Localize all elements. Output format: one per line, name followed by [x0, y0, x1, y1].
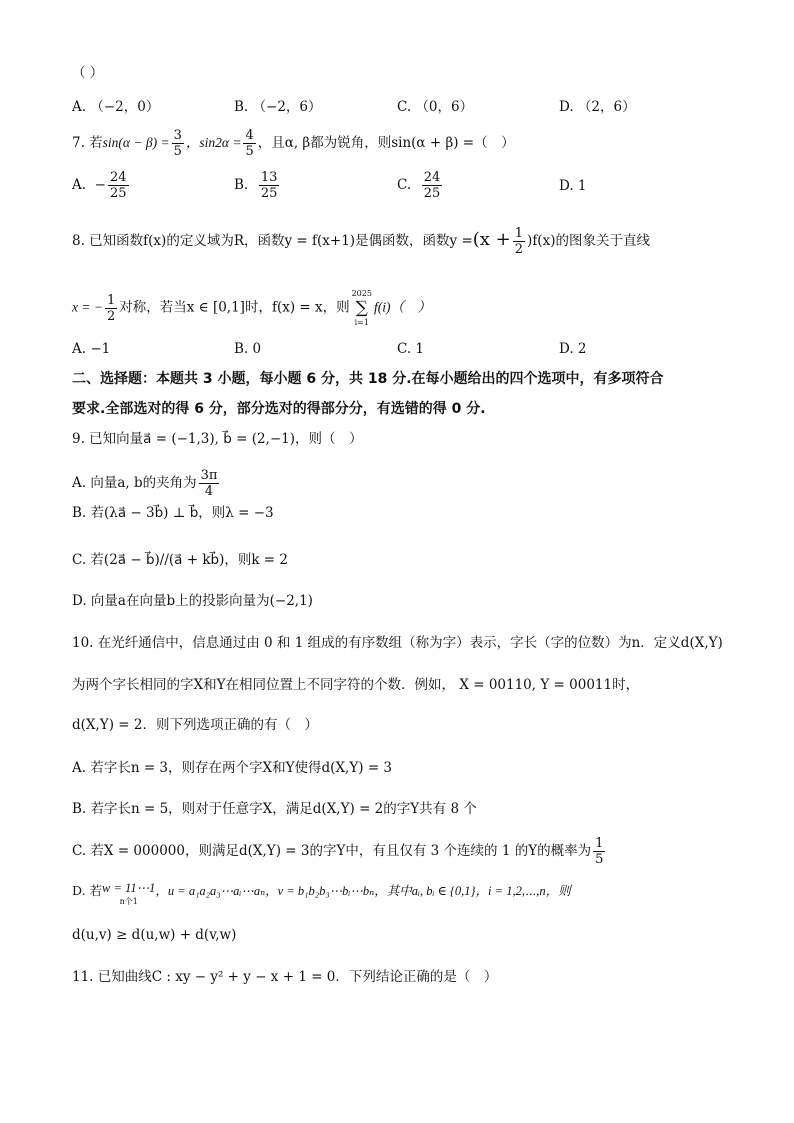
q10-option-d-line2: d(u,v) ≥ d(u,w) + d(v,w)	[72, 927, 237, 943]
q8-option-a: A. −1	[72, 341, 111, 357]
q7-fraction-2: $\frac{4}{5}$	[245, 128, 254, 159]
q9-option-c: C. 若(2a⃗ − b⃗)//(a⃗ + kb⃗)，则k = 2	[72, 552, 288, 568]
q9-stem: 9. 已知向量a⃗ = (−1,3), b⃗ = (2,−1)，则（ ）	[72, 431, 363, 447]
q7-option-b: B. $\frac{13}{25}$	[234, 170, 278, 201]
question-6-answer-paren: （ ）	[72, 65, 104, 81]
q7-fraction-1: $\frac{3}{5}$	[173, 128, 182, 159]
q10-option-a: A. 若字长n = 3，则存在两个字X和Y使得d(X,Y) = 3	[72, 760, 393, 776]
section-2-heading-line1: 二、选择题：本题共 3 小题，每小题 6 分，共 18 分.在每小题给出的四个选项中，有多项符合	[72, 371, 664, 387]
all-ones-word: w = 11⋯1 n个1	[102, 881, 156, 906]
q9-option-a: A. 向量a, b的夹角为 $\frac{3\pi}{4}$	[72, 468, 218, 499]
q7-option-d: D. 1	[559, 178, 587, 194]
q6-option-c: C. （0，6）	[397, 99, 474, 115]
q8-stem-line1: 8. 已知函数f(x)的定义域为R，函数y = f(x+1)是偶函数，函数y =(x + $\frac{1}{2}$ )f(x)的图象关于直线	[72, 226, 650, 257]
q10-stem-line3: d(X,Y) = 2．则下列选项正确的有（ ）	[72, 717, 318, 733]
q6-option-d: D. （2，6）	[559, 99, 636, 115]
q9-option-d: D. 向量a在向量b上的投影向量为(−2,1)	[72, 593, 313, 609]
q10-stem-line1: 10. 在光纤通信中，信息通过由 0 和 1 组成的有序数组（称为字）表示，字长（字的位数）为n．定义d(X,Y)	[72, 635, 723, 651]
q10-stem-line2: 为两个字长相同的字X和Y在相同位置上不同字符的个数．例如， X = 00110, Y = 00011时，	[72, 677, 640, 693]
q10-option-c: C. 若X = 000000，则满足d(X,Y) = 3的字Y中，有且仅有 3 个连续的 1 的Y的概率为 $\frac{1}{5}$	[72, 836, 604, 867]
q10-option-d: D. 若 w = 11⋯1 n个1 ，u = a₁a₂a₃⋯aᵢ⋯aₙ，v = b₁b₂b₃⋯bᵢ⋯bₙ，其中aᵢ, bᵢ ∈ {0,1}，i = 1,2,⋯,n，则	[72, 881, 571, 906]
q7-option-a: A. − $\frac{24}{25}$	[72, 170, 127, 201]
q6-option-a: A. （−2，0）	[72, 99, 160, 115]
q8-option-c: C. 1	[397, 341, 425, 357]
q8-stem-line2: x = − $\frac{1}{2}$ 对称，若当x ∈ [0,1]时，f(x) = x，则 2025 ∑ i=1 f(i)（ ）	[72, 289, 431, 327]
q8-option-d: D. 2	[559, 341, 587, 357]
summation-symbol: 2025 ∑ i=1	[351, 289, 372, 327]
q11-stem: 11. 已知曲线C : xy − y² + y − x + 1 = 0．下列结论正确的是（ ）	[72, 969, 498, 985]
q7-stem: 7. 若sin(α − β) = $\frac{3}{5}$ ，sin2α = $\frac{4}{5}$ ，且α, β都为锐角，则sin(α + β) =（ ）	[72, 128, 515, 159]
q6-option-b: B. （−2，6）	[234, 99, 322, 115]
q9-option-b: B. 若(λa⃗ − 3b⃗) ⊥ b⃗，则λ = −3	[72, 505, 274, 521]
section-2-heading-line2: 要求.全部选对的得 6 分，部分选对的得部分分，有选错的得 0 分.	[72, 401, 486, 417]
q10-option-b: B. 若字长n = 5，则对于任意字X，满足d(X,Y) = 2的字Y共有 8 个	[72, 801, 477, 817]
q7-option-c: C. $\frac{24}{25}$	[397, 170, 441, 201]
q8-option-b: B. 0	[234, 341, 262, 357]
